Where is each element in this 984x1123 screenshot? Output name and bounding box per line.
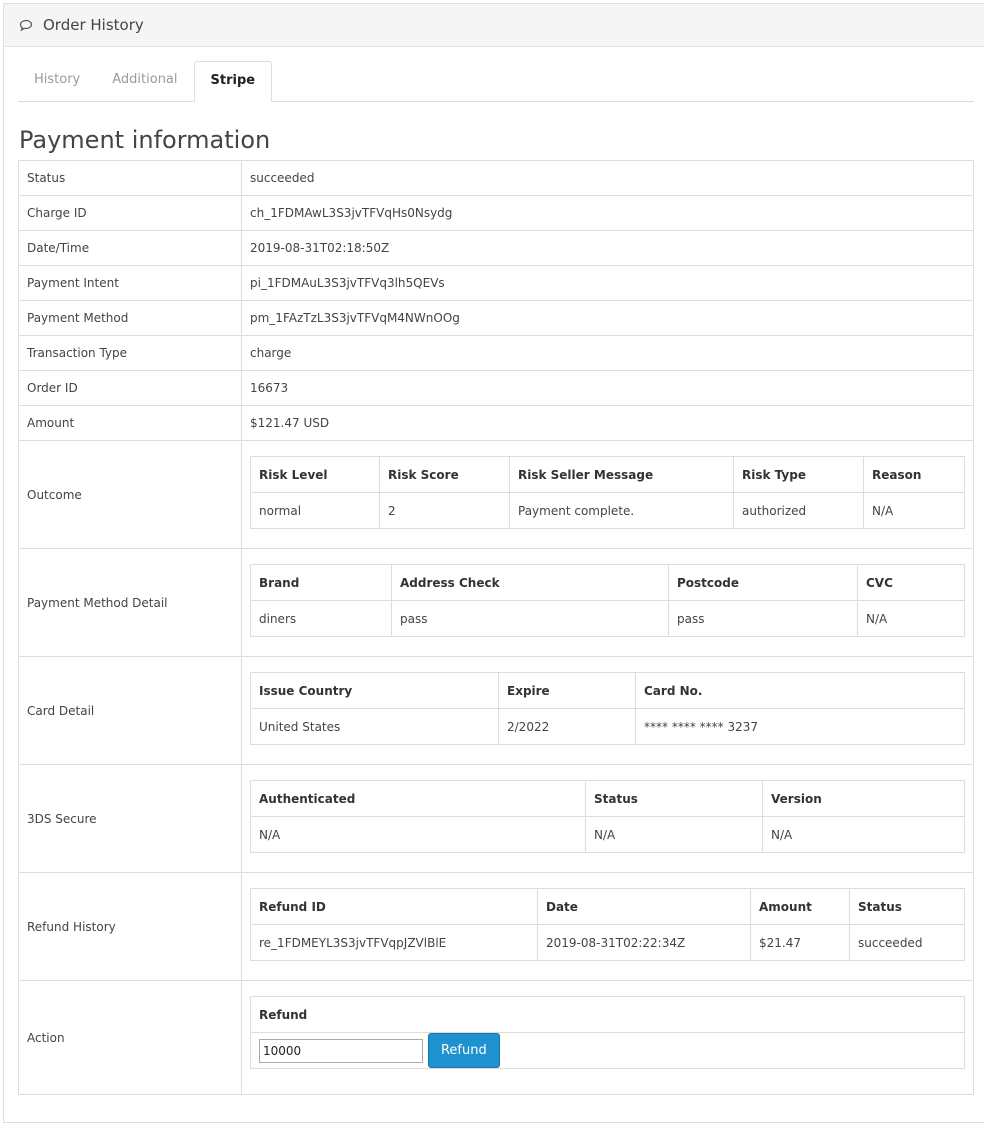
col-header-expire: Expire xyxy=(499,673,636,709)
col-header-card-no: Card No. xyxy=(636,673,965,709)
card-detail-table xyxy=(250,672,965,745)
row-label-payment-intent: Payment Intent xyxy=(19,266,242,301)
table-row xyxy=(19,441,974,549)
table-row xyxy=(19,301,974,336)
refund-action-table xyxy=(250,996,965,1069)
table-row xyxy=(19,336,974,371)
action-cell xyxy=(242,981,974,1095)
col-header-authenticated: Authenticated xyxy=(251,781,586,817)
cell-refund-amount: $21.47 xyxy=(751,925,850,961)
row-label-payment-method: Payment Method xyxy=(19,301,242,336)
cell-risk-score: 2 xyxy=(380,493,510,529)
col-header-version: Version xyxy=(763,781,965,817)
outcome-table xyxy=(250,456,965,529)
row-label-charge-id: Charge ID xyxy=(19,196,242,231)
col-header-risk-type: Risk Type xyxy=(734,457,864,493)
tab-additional[interactable]: Additional xyxy=(112,72,178,87)
table-row xyxy=(19,981,974,1095)
comment-icon xyxy=(19,17,35,33)
cell-risk-type: authorized xyxy=(734,493,864,529)
cell-postcode: pass xyxy=(669,601,858,637)
table-row xyxy=(19,765,974,873)
row-label-order-id: Order ID xyxy=(19,371,242,406)
row-value-amount: $121.47 USD xyxy=(242,406,974,441)
row-label-action: Action xyxy=(19,981,242,1095)
tab-stripe[interactable]: Stripe xyxy=(194,61,273,102)
table-row xyxy=(19,406,974,441)
row-label-status: Status xyxy=(19,161,242,196)
col-header-cvc: CVC xyxy=(858,565,965,601)
col-header-risk-score: Risk Score xyxy=(380,457,510,493)
refund-history-table xyxy=(250,888,965,961)
col-header-refund-amount: Amount xyxy=(751,889,850,925)
row-value-status: succeeded xyxy=(242,161,974,196)
refund-form xyxy=(251,1033,965,1069)
col-header-reason: Reason xyxy=(864,457,965,493)
col-header-refund-date: Date xyxy=(538,889,751,925)
3ds-secure-table xyxy=(250,780,965,853)
cell-card-no: **** **** **** 3237 xyxy=(636,709,965,745)
payment-method-detail-table xyxy=(250,564,965,637)
cell-refund-id: re_1FDMEYL3S3jvTFVqpJZVlBlE xyxy=(251,925,538,961)
col-header-3ds-status: Status xyxy=(586,781,763,817)
refund-history-cell xyxy=(242,873,974,981)
col-header-risk-level: Risk Level xyxy=(251,457,380,493)
cell-address-check: pass xyxy=(392,601,669,637)
row-label-refund-history: Refund History xyxy=(19,873,242,981)
col-header-issue-country: Issue Country xyxy=(251,673,499,709)
row-label-date-time: Date/Time xyxy=(19,231,242,266)
table-row xyxy=(19,266,974,301)
row-label-3ds-secure: 3DS Secure xyxy=(19,765,242,873)
col-header-refund-status: Status xyxy=(850,889,965,925)
col-header-refund-action: Refund xyxy=(251,997,965,1033)
row-value-payment-intent: pi_1FDMAuL3S3jvTFVq3lh5QEVs xyxy=(242,266,974,301)
cell-refund-status: succeeded xyxy=(850,925,965,961)
row-value-order-id: 16673 xyxy=(242,371,974,406)
table-row xyxy=(19,231,974,266)
row-label-card-detail: Card Detail xyxy=(19,657,242,765)
cell-brand: diners xyxy=(251,601,392,637)
payment-method-detail-cell xyxy=(242,549,974,657)
cell-expire: 2/2022 xyxy=(499,709,636,745)
cell-refund-date: 2019-08-31T02:22:34Z xyxy=(538,925,751,961)
card-detail-cell xyxy=(242,657,974,765)
row-label-outcome: Outcome xyxy=(19,441,242,549)
cell-reason: N/A xyxy=(864,493,965,529)
col-header-brand: Brand xyxy=(251,565,392,601)
panel-title: Order History xyxy=(43,16,144,34)
cell-cvc: N/A xyxy=(858,601,965,637)
row-label-payment-method-detail: Payment Method Detail xyxy=(19,549,242,657)
cell-authenticated: N/A xyxy=(251,817,586,853)
section-title: Payment information xyxy=(19,126,271,154)
refund-amount-input[interactable] xyxy=(259,1039,423,1063)
table-row xyxy=(19,371,974,406)
row-value-date-time: 2019-08-31T02:18:50Z xyxy=(242,231,974,266)
row-value-charge-id: ch_1FDMAwL3S3jvTFVqHs0Nsydg xyxy=(242,196,974,231)
cell-version: N/A xyxy=(763,817,965,853)
cell-issue-country: United States xyxy=(251,709,499,745)
outcome-cell xyxy=(242,441,974,549)
payment-info-table xyxy=(18,160,974,1095)
col-header-refund-id: Refund ID xyxy=(251,889,538,925)
cell-3ds-status: N/A xyxy=(586,817,763,853)
col-header-postcode: Postcode xyxy=(669,565,858,601)
table-row xyxy=(19,873,974,981)
col-header-address-check: Address Check xyxy=(392,565,669,601)
order-history-panel xyxy=(3,3,984,1123)
cell-risk-level: normal xyxy=(251,493,380,529)
table-row xyxy=(19,161,974,196)
table-row xyxy=(19,549,974,657)
panel-heading xyxy=(4,4,984,47)
tab-history[interactable]: History xyxy=(34,72,81,87)
row-label-transaction-type: Transaction Type xyxy=(19,336,242,371)
row-value-transaction-type: charge xyxy=(242,336,974,371)
table-row xyxy=(19,196,974,231)
table-row xyxy=(19,657,974,765)
tab-bar xyxy=(18,61,974,102)
row-label-amount: Amount xyxy=(19,406,242,441)
row-value-payment-method: pm_1FAzTzL3S3jvTFVqM4NWnOOg xyxy=(242,301,974,336)
col-header-risk-seller-message: Risk Seller Message xyxy=(510,457,734,493)
3ds-secure-cell xyxy=(242,765,974,873)
cell-risk-seller-message: Payment complete. xyxy=(510,493,734,529)
refund-button[interactable]: Refund xyxy=(428,1033,500,1068)
